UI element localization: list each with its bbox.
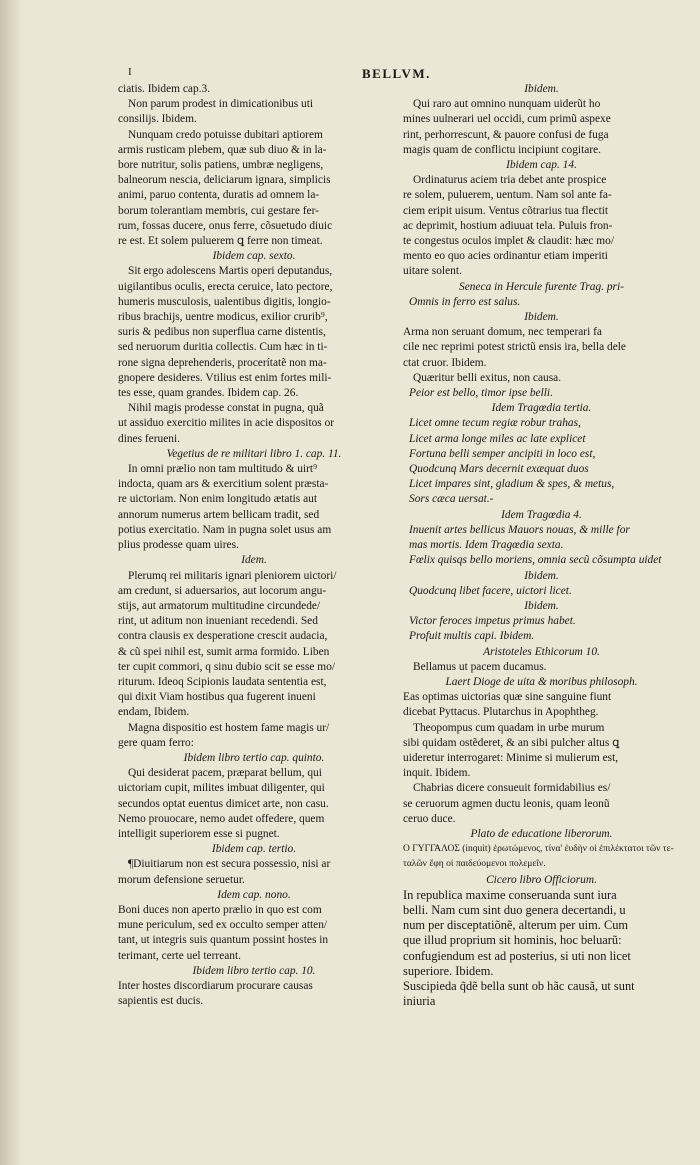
- right-column-line: Quodcunq Mars decernit exæquat duos: [409, 463, 589, 476]
- right-column-line: inquit. Ibidem.: [403, 767, 471, 780]
- right-column-line: cile nec reprimi potest strictũ ensis ira, bella dele: [403, 341, 626, 354]
- right-column-line: te congestus oculos implet & claudit: hæc mo/: [403, 235, 615, 248]
- left-column-line: gere quam ferro:: [118, 736, 194, 749]
- right-column-line: se ceruorum agmen ductu leonis, quam leonũ: [403, 797, 610, 810]
- left-column-line: suris & pedibus non superflua carne distentis,: [118, 326, 326, 339]
- left-column-line: Nemo prouocare, nemo audet offedere, quem: [118, 812, 325, 825]
- left-column-line: consilijs. Ibidem.: [118, 113, 197, 126]
- right-column-line: In republica maxime conseruanda sunt iura: [403, 887, 617, 902]
- right-column-line: belli. Nam cum sint duo genera decertandi, u: [403, 902, 626, 917]
- left-column-line: Sit ergo adolescens Martis operi deputandus,: [128, 265, 333, 278]
- left-column-line: rum, fossas ducere, onus ferre, cõsuetudo diuic: [118, 219, 333, 232]
- right-column-line: Omnis in ferro est salus.: [409, 295, 521, 308]
- right-column-line: ctat cruor. Ibidem.: [403, 356, 487, 369]
- right-column-line: Suscipieda q̃dẽ bella sunt ob hãc causã, ut sunt: [403, 978, 635, 993]
- left-column-line: Nunquam credo potuisse dubitari aptiorem: [128, 128, 323, 141]
- right-column-line: Inuenit artes bellicus Mauors nouas, & mille for: [409, 523, 630, 536]
- left-column-line: Non parum prodest in dimicationibus uti: [128, 98, 314, 111]
- right-column-line: Ibidem.: [524, 599, 559, 612]
- right-column-line: Fortuna belli semper ancipiti in loco est,: [409, 447, 596, 460]
- right-column-line: O ΓΥΓΓΑΛΟΣ (inquit) ἐρωτώμενος, τίνα' ἐυδὴν οἱ ἐπιλέκτατοι τῶν τε-: [403, 844, 674, 855]
- left-column-line: ter cupit commori, q sinu dubio scit se esse mo/: [118, 660, 336, 673]
- right-column-line: ceruo duce.: [403, 812, 456, 825]
- right-column-line: Seneca in Hercule furente Trag. pri-: [459, 280, 624, 293]
- left-column-line: uictoriam cupit, milites imbuat diligenter, qui: [118, 782, 325, 795]
- right-column-line: Ibidem.: [524, 83, 559, 95]
- left-column-line: tes esse, quam grandes. Ibidem cap. 26.: [118, 387, 299, 400]
- right-column-line: Idem Tragœdia 4.: [501, 508, 582, 521]
- left-column-line: borum tolerantiam membris, cui gestare fer-: [118, 204, 319, 217]
- right-column-line: Profuit multis capi. Ibidem.: [409, 630, 535, 643]
- left-column-line: Ibidem cap. tertio.: [211, 843, 297, 856]
- left-column-line: dines ferueni.: [118, 432, 180, 445]
- running-head: BELLVM.: [362, 66, 431, 81]
- left-column-line: Boni duces non aperto prælio in quo est com: [118, 903, 322, 916]
- left-column-line: ut assiduo exercitio milites in acie dispositos or: [118, 417, 335, 430]
- left-column-line: ciatis. Ibidem cap.3.: [118, 83, 211, 95]
- left-column-line: In omni prælio non tam multitudo & uirt⁹: [128, 463, 318, 476]
- left-column-line: rint, ut aditum non inueniant recedendi. Sed: [118, 615, 318, 628]
- right-column-line: rint, perhorrescunt, & pauore confusi de fuga: [403, 128, 609, 141]
- right-column-line: re solem, puluerem, uentum. Nam sol ante fa-: [403, 189, 612, 202]
- right-column-line: num per disceptatiõnẽ, alterum per uim. Cum: [403, 918, 629, 933]
- right-column-line: ταλῶν ἔφη οἱ παιδεύομενοι πολεμεῖν.: [403, 859, 546, 870]
- right-column-line: Ibidem.: [524, 569, 559, 582]
- left-column-line: mune periculum, sed ex occulto semper atten/: [118, 919, 328, 932]
- left-column-line: uigilantibus oculis, erecta ceruice, lato pectore,: [118, 280, 333, 293]
- left-column-line: tant, ut integris suis quantum possint hostes in: [118, 934, 329, 947]
- left-column-line: contra clausis ex desperatione crescit audacia,: [118, 630, 328, 643]
- left-column-line: Ibidem libro tertio cap. quinto.: [183, 751, 325, 764]
- right-column-line: sibi quidam ostẽderet, & an sibi pulcher altus ꝗ: [403, 736, 620, 749]
- left-column-line: qui dixit Viam hostibus qua fugerent inueni: [118, 691, 316, 704]
- left-column-line: Qui desiderat pacem, præparat bellum, qui: [128, 767, 322, 780]
- left-column-line: & cũ spei nihil est, sumit arma formido. Liben: [118, 645, 330, 658]
- right-column-line: uideretur interrogaret: Minime si mulierum est,: [403, 751, 619, 764]
- left-column-line: Plerumq rei militaris ignari pleniorem uictori/: [128, 569, 337, 582]
- right-column-line: iniuria: [403, 994, 436, 1009]
- right-column-line: ciem eripit uisum. Ventus cõtrarius tua flectit: [403, 204, 609, 217]
- right-column-line: confugiendum est ad posterius, si uti non licet: [403, 948, 631, 963]
- right-column-line: Aristoteles Ethicorum 10.: [483, 645, 600, 658]
- left-column-line: riturum. Ideoq Scipionis laudata sententia est,: [118, 675, 327, 688]
- left-column-line: armis rusticam plebem, quæ sub diuo & in la-: [118, 143, 327, 156]
- right-column-line: Ordinaturus aciem tria debet ante prospice: [413, 174, 607, 187]
- left-column-line: Vegetius de re militari libro 1. cap. 11.: [166, 447, 342, 460]
- right-column-line: Quæritur belli exitus, non causa.: [413, 371, 562, 384]
- left-column-line: potius exercitatio. Nam in pugna solet usus am: [118, 523, 332, 536]
- left-column-line: am credunt, si aduersarios, aut locorum angu-: [118, 584, 327, 597]
- right-column-line: Eas optimas uictorias quæ sine sanguine fiunt: [403, 691, 612, 704]
- right-column-line: que illud proprium sit hominis, hoc beluarũ:: [403, 933, 622, 948]
- right-column-line: Arma non seruant domum, nec temperari fa: [403, 326, 602, 339]
- left-column-line: gnopere desideres. Vtilius est enim fortes mili-: [118, 371, 332, 384]
- right-column-line: Licet omne tecum regiæ robur trahas,: [409, 417, 581, 430]
- left-column-line: plius prodesse quam uires.: [118, 539, 239, 552]
- left-column-line: intelligit superiorem esse si pugnet.: [118, 827, 280, 840]
- folio-mark: I: [128, 66, 132, 78]
- left-column-line: ribus brachijs, uentre modicus, exilior crurib⁹,: [118, 311, 328, 324]
- right-column-line: Peior est bello, timor ipse belli.: [409, 387, 553, 400]
- left-column-line: re est. Et solem puluerem ꝗ ferre non timeat.: [118, 235, 323, 248]
- left-column-line: ¶Diuitiarum non est secura possessio, nisi ar: [128, 858, 331, 871]
- left-column-line: Nihil magis prodesse constat in pugna, quã: [128, 402, 324, 415]
- right-column-line: Licet arma longe miles ac late explicet: [409, 432, 586, 445]
- left-column-line: balneorum nescia, deliciarum ignara, simplicis: [118, 174, 331, 187]
- right-column-line: Quodcunq libet facere, uictori licet.: [409, 584, 572, 597]
- left-column-line: morum defensione seruetur.: [118, 873, 245, 886]
- left-column-line: animi, paruo contenta, duratis ad omnem la-: [118, 189, 320, 202]
- right-column-line: Idem Tragœdia tertia.: [491, 402, 592, 415]
- left-column-line: Idem cap. nono.: [217, 888, 291, 901]
- left-column-line: bore nutritur, solis patiens, umbræ negligens,: [118, 159, 324, 172]
- right-column-line: Bellamus ut pacem ducamus.: [413, 660, 547, 673]
- left-column-line: sapientis est ducis.: [118, 995, 204, 1008]
- right-column-line: mento eo quo acies ordinantur etiam imperiti: [403, 250, 608, 263]
- right-column-line: Licet impares sint, gladium & spes, & metus,: [409, 478, 615, 491]
- left-column-line: Magna dispositio est hostem fame magis ur/: [128, 721, 330, 734]
- left-column-line: secundos optat euentus dimicet arte, non casu.: [118, 797, 329, 810]
- left-column-line: re uictoriam. Non enim longitudo ætatis aut: [118, 493, 317, 506]
- left-column-line: humeris musculosis, ualentibus digitis, longio-: [118, 295, 331, 308]
- left-column-line: Ibidem libro tertio cap. 10.: [192, 964, 316, 977]
- right-column-line: Chabrias dicere consueuit formidabilius es/: [413, 782, 611, 795]
- left-column-line: stijs, aut armatorum multitudine circundede/: [118, 599, 321, 612]
- right-column-line: Qui raro aut omnino nunquam uiderũt ho: [413, 98, 601, 111]
- right-column-line: Laert Dioge de uita & moribus philosoph.: [445, 675, 638, 688]
- left-column: [118, 82, 390, 1009]
- right-column-line: Sors cæca uersat.-: [409, 493, 494, 506]
- left-column-line: endam, Ibidem.: [118, 706, 190, 719]
- left-column-line: rone signa deprehenderis, procerítatẽ non ma-: [118, 356, 327, 369]
- right-column-line: Theopompus cum quadam in urbe murum: [413, 721, 605, 734]
- right-column-line: Victor feroces impetus primus habet.: [409, 615, 576, 628]
- right-column-line: uitare solent.: [403, 265, 462, 278]
- right-column-line: mines uulnerari uel occidi, cum primũ aspexe: [403, 113, 611, 126]
- left-column-line: sed neruorum duritia collectis. Cum hæc in ti-: [118, 341, 328, 354]
- right-column-line: dicebat Pyttacus. Plutarchus in Apophtheg.: [403, 706, 599, 719]
- right-column-line: superiore. Ibidem.: [403, 963, 494, 978]
- right-column: [403, 82, 680, 1009]
- right-column-line: ac deprimit, hostium adiuuat tela. Puluis fron-: [403, 219, 613, 232]
- left-column-line: annorum numerus artem bellicam tradit, sed: [118, 508, 320, 521]
- left-column-line: indocta, quam ars & exercitium solent præsta-: [118, 478, 329, 491]
- right-column-line: Fœlix quisqs bello moriens, omnia secũ cõsumpta uidet: [409, 554, 662, 567]
- right-column-line: Plato de educatione liberorum.: [470, 827, 613, 840]
- left-column-line: Inter hostes discordiarum procurare causas: [118, 979, 313, 992]
- right-column-line: Cicero libro Officiorum.: [486, 873, 597, 886]
- right-column-line: Ibidem.: [524, 311, 559, 324]
- left-column-line: terimant, certe uel terreant.: [118, 949, 242, 962]
- right-column-line: mas mortis. Idem Tragœdia sexta.: [409, 539, 564, 552]
- left-column-line: Ibidem cap. sexto.: [212, 250, 296, 263]
- left-column-line: Idem.: [241, 554, 267, 567]
- right-column-line: Ibidem cap. 14.: [506, 159, 577, 172]
- right-column-line: magis quam de conflictu incipiunt cogitare.: [403, 143, 602, 156]
